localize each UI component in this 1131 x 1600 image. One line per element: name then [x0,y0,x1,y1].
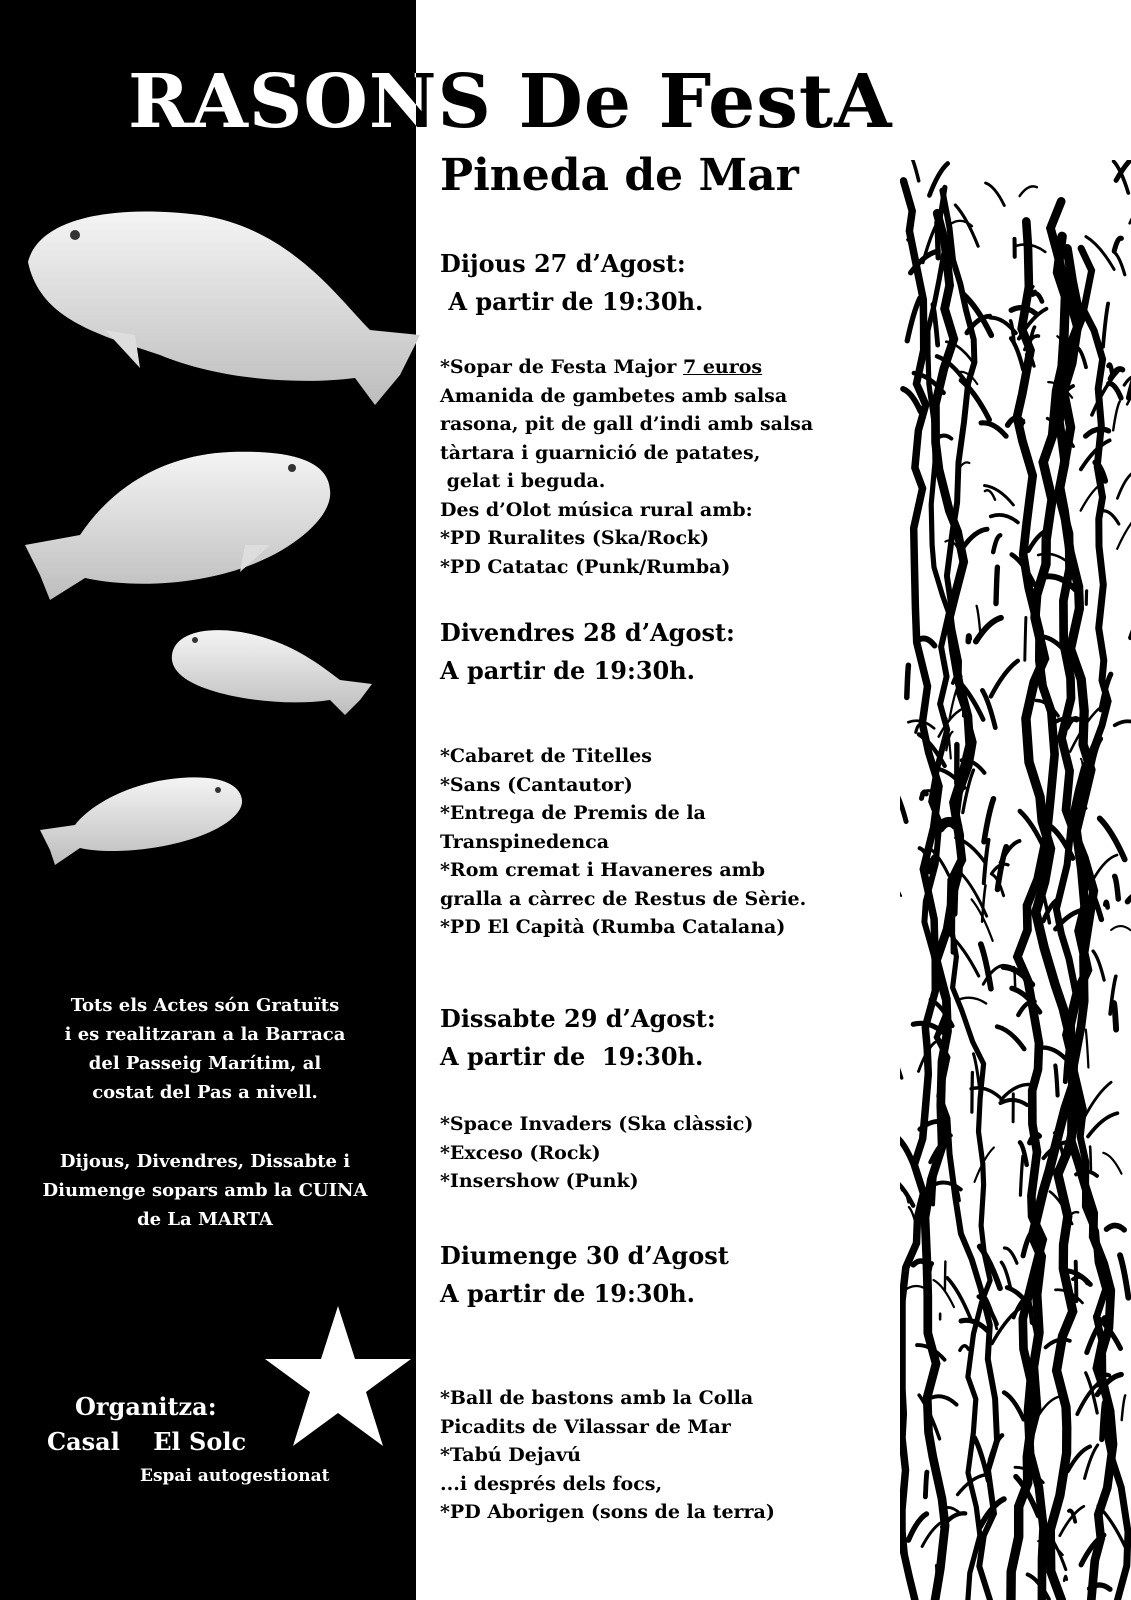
branch [1011,338,1023,370]
organizer-label: Organitza: [75,1392,217,1421]
day-1-item: rasona, pit de gall d’indi amb salsa [440,413,814,435]
branch [963,689,965,716]
day-3-heading: Dissabte 29 d’Agost: [440,1004,716,1033]
branch [1001,1084,1029,1099]
branch [997,1027,1024,1049]
day-4-time: A partir de 19:30h. [440,1279,696,1308]
branch [963,529,987,548]
branch-pattern-illustration [900,160,1131,1600]
item-text: *Sopar de Festa Major [440,356,683,378]
branch [957,998,986,1004]
price: 7 euros [683,356,763,378]
organizer-tagline: Espai autogestionat [140,1466,330,1486]
branch [900,1043,902,1078]
branch [1090,1147,1091,1170]
branch [933,1168,936,1204]
branch [955,205,978,246]
day-1-item: Des d’Olot música rural amb: [440,498,753,521]
meals-info [20,1147,390,1234]
day-2-item: gralla a càrrec de Restus de Sèrie. [440,887,807,910]
branch [925,1472,927,1497]
branch [1114,238,1121,251]
branch [1103,1153,1121,1174]
branch [900,884,901,896]
branch [1109,384,1121,398]
branch [1088,1113,1117,1136]
branch [907,298,920,341]
fish-1 [28,211,420,405]
branch [981,423,1006,436]
day-4-item: *Ball de bastons amb la Colla [440,1387,754,1409]
branch [1020,1156,1023,1195]
branch [1093,951,1104,980]
meals-line: Dijous, Divendres, Dissabte i [59,1151,351,1172]
branch [991,661,1018,697]
branch [900,1136,913,1164]
day-3-item: *Insershow (Punk) [440,1170,639,1192]
branch [1102,1403,1105,1440]
branch [908,1514,926,1540]
day-3-items [440,1110,753,1196]
day-2-item: *PD El Capità (Rumba Catalana) [440,916,786,938]
branch [937,223,938,258]
branch [1005,1248,1017,1263]
branch [993,535,1000,552]
branch [1020,186,1037,196]
branch [1107,1225,1125,1229]
day-2-items [440,742,806,942]
branch [1105,902,1107,907]
day-1-item: tàrtara i guarnició de patates, [440,441,761,464]
fish-2 [25,452,330,600]
day-2-heading: Divendres 28 d’Agost: [440,618,735,647]
day-2-time: A partir de 19:30h. [440,656,696,685]
info-line: Tots els Actes són Gratuïts [70,995,340,1016]
branch [1113,401,1120,430]
branch [907,665,909,697]
branch [986,183,1005,206]
branch [991,515,1018,523]
branch [971,1088,999,1097]
branch [932,1396,957,1404]
day-4-heading: Diumenge 30 d’Agost [440,1241,729,1270]
poster-subtitle: Pineda de Mar [440,150,799,201]
branch [1120,1255,1128,1298]
branch [1033,293,1042,301]
branch [1001,1262,1010,1289]
branch [1004,1393,1024,1420]
info-line: costat del Pas a nivell. [92,1082,318,1103]
branch [922,792,927,799]
branch [1115,721,1131,725]
branch [1117,513,1131,549]
day-2-item: Transpinedenca [440,830,610,853]
meals-line: Diumenge sopars amb la CUINA [42,1180,368,1201]
meals-line: de La MARTA [137,1209,273,1230]
branch [955,871,957,914]
day-3-item: *Exceso (Rock) [440,1141,601,1164]
day-3-item: *Space Invaders (Ska clàssic) [440,1113,754,1135]
day-1-item [440,353,813,382]
star-icon [258,1302,418,1462]
branch [1114,1003,1116,1029]
branch [1003,967,1032,985]
branch [945,1262,946,1291]
branch [1090,1585,1111,1589]
day-1-heading: Dijous 27 d’Agost: [440,249,686,278]
branch [1025,618,1026,661]
branch [1039,1396,1062,1414]
branch [1055,1066,1057,1096]
day-4-items [440,1384,775,1527]
branch [984,799,994,842]
branch [913,1261,928,1265]
day-1-item: Amanida de gambetes amb salsa [440,384,788,407]
day-3-time: A partir de 19:30h. [440,1042,704,1071]
branch [1122,1395,1126,1420]
branch [1108,365,1112,373]
day-1-item: *PD Catatac (Punk/Rumba) [440,555,731,578]
branch [900,789,906,822]
branch [1103,304,1108,347]
info-line: del Passeig Marítim, al [88,1053,322,1074]
day-2-item: *Sans (Cantautor) [440,773,633,796]
poster-title: RASONS De FestA [128,59,893,145]
branch [1086,1030,1089,1068]
day-2-item: *Rom cremat i Havaneres amb [440,859,766,881]
branch [1100,818,1125,859]
day-4-item: ...i després dels focs, [440,1472,663,1495]
info-line: i es realitzaran a la Barraca [64,1024,346,1045]
fish-4 [40,777,242,865]
day-1-items [440,353,813,581]
branch [908,160,919,181]
branch [1014,967,1015,991]
branch [1114,252,1125,275]
branch [934,436,951,441]
branch [1022,545,1023,558]
branch [1128,894,1131,901]
day-1-time: A partir de 19:30h. [440,287,704,316]
organizer-name: Casal El Solc [47,1427,247,1456]
branch [933,304,938,345]
branch [1023,420,1024,425]
day-4-item: *Tabú Dejavú [440,1444,581,1466]
branch [941,824,954,829]
day-4-item: Picadits de Vilassar de Mar [440,1415,731,1438]
day-2-item: *Entrega de Premis de la [440,802,706,824]
branch [985,490,995,499]
branch [1064,1576,1067,1581]
branch [937,1566,938,1584]
branch [968,636,969,642]
branch [947,1278,970,1319]
day-1-item: gelat i beguda. [440,470,606,492]
venue-info [20,991,390,1107]
branch [1077,348,1086,368]
day-1-item: *PD Ruralites (Ska/Rock) [440,527,710,549]
branch [996,567,997,603]
fish-3 [172,630,372,715]
day-2-item: *Cabaret de Titelles [440,745,652,767]
branch [960,1346,969,1351]
branch [1102,511,1119,524]
day-4-item: *PD Aborigen (sons de la terra) [440,1501,775,1523]
branch [985,486,1014,506]
branch [1084,1082,1112,1119]
branch [1111,926,1130,930]
branch [972,1073,973,1113]
branch [1117,473,1131,499]
branch [1115,876,1119,899]
branch [998,847,1007,890]
